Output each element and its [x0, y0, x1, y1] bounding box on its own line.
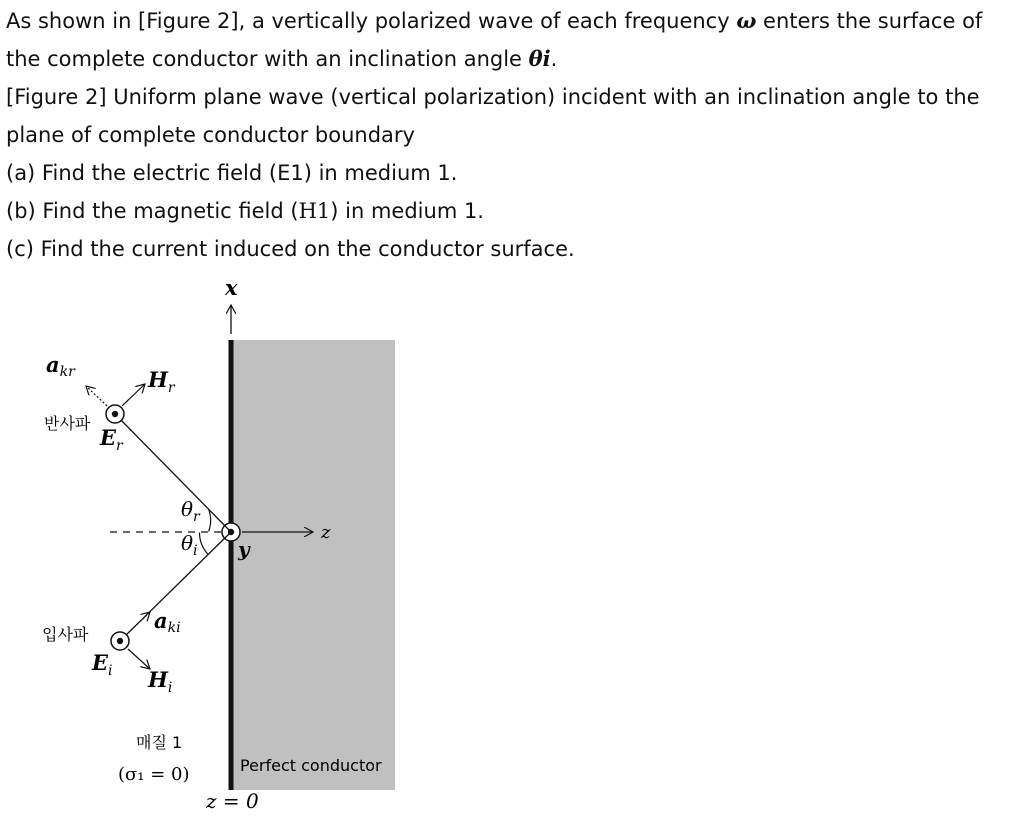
- h-r-label: $H_r$: [148, 367, 175, 396]
- conductor-label: Perfect conductor: [240, 756, 382, 775]
- a-ki-label: aki: [154, 608, 181, 636]
- e-r-label: $E_r$: [100, 425, 123, 454]
- reflected-ray: [115, 414, 231, 532]
- theta-r-label: $\theta_r$: [181, 497, 200, 525]
- incident-wave-label: 입사파: [42, 625, 89, 644]
- omega-symbol: ω: [736, 8, 757, 33]
- intro-text-2: enters the surface of the complete conductor with an inclination angle: [6, 9, 983, 71]
- reflected-dot-center-icon: [112, 411, 118, 417]
- a-kr-label: akr: [46, 352, 75, 380]
- x-axis-label: x: [225, 275, 238, 300]
- wave-reflection-diagram: [0, 270, 1024, 832]
- question-b: [6, 192, 1020, 230]
- e-i-label: $E_i$: [92, 650, 113, 679]
- theta-r-arc: [209, 509, 211, 531]
- h-i-arrow: [128, 649, 150, 669]
- intro-text-1: As shown in [Figure 2], a vertically polarized wave of each frequency: [6, 9, 737, 33]
- reflected-wave-label: 반사파: [44, 414, 91, 433]
- z-axis-label: z: [321, 522, 331, 543]
- intro-text-3: .: [550, 47, 558, 71]
- question-b-text-2: ) in medium 1.: [330, 199, 484, 223]
- figure-caption: [Figure 2] Uniform plane wave (vertical polarization) incident with an inclination angle to the plane of complete conductor boundary: [6, 85, 980, 147]
- theta-i-label: $\theta_i$: [181, 531, 198, 559]
- theta-i-symbol: θi: [528, 46, 551, 71]
- problem-intro: [6, 2, 1020, 78]
- h-r-arrow: [122, 384, 145, 406]
- question-c: (c) Find the current induced on the conductor surface.: [6, 237, 575, 261]
- a-kr-arrow: [86, 386, 107, 406]
- conductor-region: [231, 340, 395, 790]
- sigma-label: (σ₁ = 0): [118, 764, 190, 785]
- h-i-label: $H_i$: [148, 667, 173, 696]
- theta-i-arc: [199, 533, 208, 555]
- incident-dot-center-icon: [117, 638, 123, 644]
- y-axis-label: y: [238, 537, 250, 561]
- medium-label: 매질 1: [136, 733, 183, 752]
- h1-symbol: H1: [298, 199, 331, 223]
- boundary-z-label: z = 0: [206, 789, 259, 813]
- problem-text: [6, 2, 1020, 268]
- question-a: (a) Find the electric field (E1) in medium 1.: [6, 161, 458, 185]
- question-b-text-1: (b) Find the magnetic field (: [6, 199, 299, 223]
